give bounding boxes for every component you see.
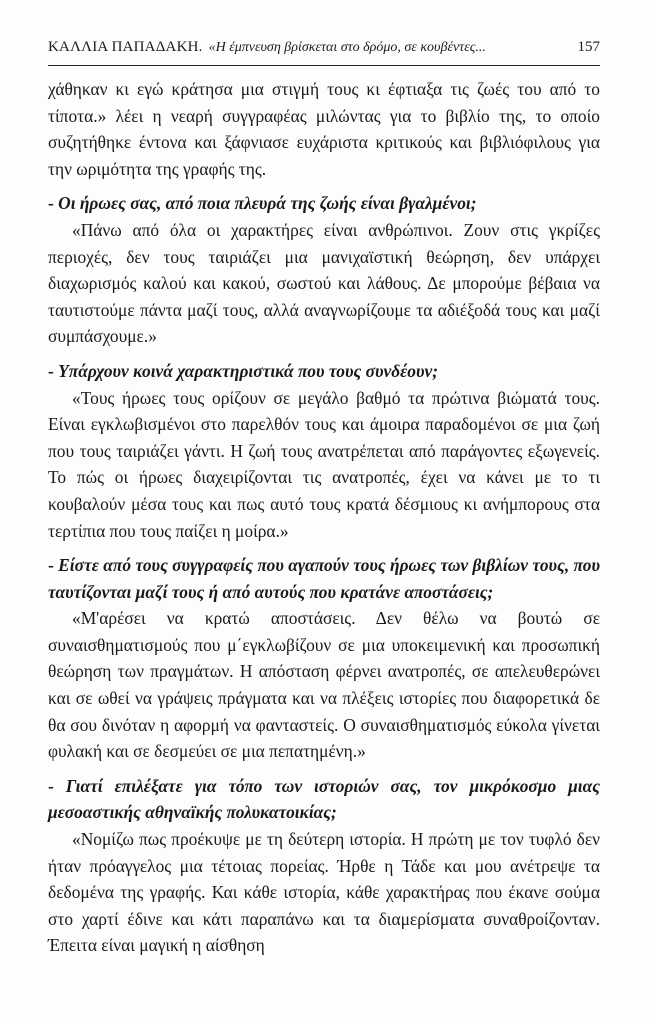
answer-2: «Τους ήρωες τους ορίζουν σε μεγάλο βαθμό τα πρώτινα βιώματά τους. Είναι εγκλωβισμένοι στο παρελθόν τους και άμοιρα παραδομένοι σε μια ζωή που τους ταιριάζει γάντι. Η ζωή τους ανατρέπεται από παράγοντες εξωγενείς. Το πώς οι ήρωες διαχειρίζονται τις ανατροπές, έχει να κάνει με το τι κουβαλούν μέσα τους και πως αυτό τους κρατά δέσμιους κι ανήμπορους στα τερτίπια που τους παίζει η μοίρα.» — [48, 387, 600, 541]
answer-3: «Μ'αρέσει να κρατώ αποστάσεις. Δεν θέλω να βουτώ σε συναισθηματισμούς που μ΄εγκλωβίζουν σε μια υποκειμενική και προσωπική θεώρηση των πραγμάτων. Η απόσταση φέρνει ανατροπές, σε απελευθερώνει και σε ωθεί να γράψεις πράγματα και να πλέξεις ιστορίες που διαφορετικά δε θα σου δινόταν η αφορμή να φανταστείς. Ο συναισθηματισμός εύκολα γίνεται φυλακή και σε δεσμεύει σε μια πεπατημένη.» — [48, 608, 600, 762]
answer-1: «Πάνω από όλα οι χαρακτήρες είναι ανθρώπινοι. Ζουν στις γκρίζες περιοχές, δεν τους ταιριάζει μια μανιχαϊστική θεώρηση, δεν υπάρχει διαχωρισμός καλού και κακού, σωστού και λάθους. Δε μπορούμε βέβαια να ταυτιστούμε πάντα μαζί τους, αλλά αναγνωρίζουμε τα αδιέξοδά τους και μαζί συμπάσχουμε.» — [48, 219, 600, 347]
intro-paragraph: χάθηκαν κι εγώ κράτησα μια στιγμή τους κι έφτιαξα τις ζωές του από το τίποτα.» λέει η νεαρή συγγραφέας μιλώντας για το βιβλίο της, το οποίο συζητήθηκε έντονα και ξάφνιασε ευχάριστα κριτικούς και βιβλιόφιλους για την ωριμότητα της γραφής της. — [48, 79, 600, 179]
running-header — [48, 38, 600, 66]
question-4-text: Γιατί επιλέξατε για τόπο των ιστοριών σας, τον μικρόκοσμο μιας μεσοαστικής αθηναϊκής πολυκατοικίας; — [48, 775, 600, 823]
question-1-text: Οι ήρωες σας, από ποια πλευρά της ζωής είναι βγαλμένοι; — [58, 193, 477, 214]
header-author: ΚΑΛΛΙΑ ΠΑΠΑΔΑΚΗ. — [48, 39, 203, 55]
header-title: «Η έμπνευση βρίσκεται στο δρόμο, σε κουβέντες... — [208, 40, 486, 55]
answer-4: «Νομίζω πως προέκυψε με τη δεύτερη ιστορία. Η πρώτη με τον τυφλό δεν ήταν πρόαγγελος μια τέτοιας πορείας. Ήρθε η Τάδε και μου ανέτρεψε τα δεδομένα της γραφής. Και κάθε ιστορία, κάθε χαρακτήρας που έκανε σούμα στο χαρτί έδινε και κάτι παραπάνω και τα διαμερίσματα συναθροίζονταν. Έπειτα είναι μαγική η αίσθηση — [48, 829, 600, 956]
question-4: - Γιατί επιλέξατε για τόπο των ιστοριών σας, τον μικρόκοσμο μιας μεσοαστικής αθηναϊκής πολυκατοικίας; — [48, 775, 600, 823]
question-2: - Υπάρχουν κοινά χαρακτηριστικά που τους συνδέουν; — [48, 360, 438, 381]
book-page — [48, 38, 600, 959]
page-body — [48, 76, 600, 959]
question-1: - Οι ήρωες σας, από ποια πλευρά της ζωής είναι βγαλμένοι; — [48, 193, 477, 214]
page-number: 157 — [577, 39, 600, 55]
question-3: - Είστε από τους συγγραφείς που αγαπούν τους ήρωες των βιβλίων τους, που ταυτίζονται μαζί τους ή από αυτούς που κρατάνε αποστάσεις; — [48, 555, 600, 602]
question-2-text: Υπάρχουν κοινά χαρακτηριστικά που τους συνδέουν; — [58, 360, 438, 381]
question-3-text: Είστε από τους συγγραφείς που αγαπούν τους ήρωες των βιβλίων τους, που ταυτίζονται μαζί τους ή από αυτούς που κρατάνε αποστάσεις; — [48, 555, 600, 602]
